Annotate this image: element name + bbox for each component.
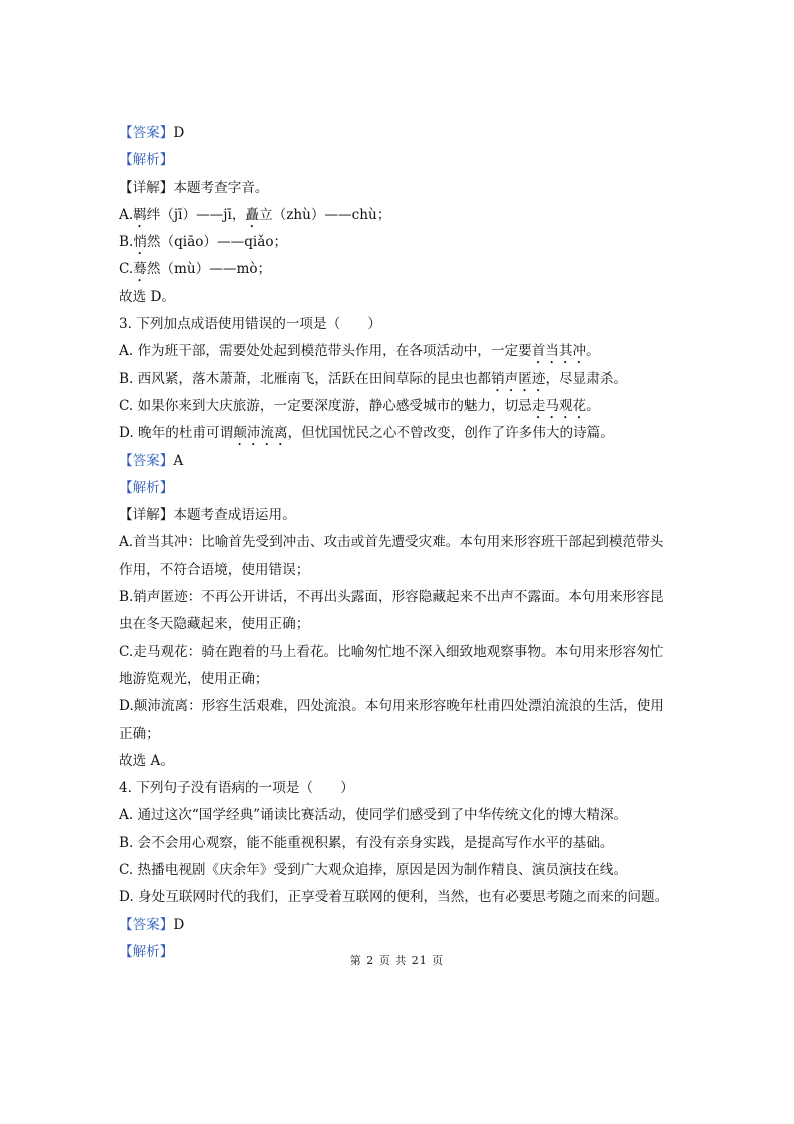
answer-tag: 【答案】 (119, 452, 174, 469)
option-b: B. 西风紧，落木萧萧，北雁南飞，活跃在田间草际的昆虫也都销声匿迹，尽显肃杀。 (119, 370, 628, 387)
answer-tag: 【答案】 (119, 125, 174, 141)
option-d: D. 身处互联网时代的我们，正享受着互联网的便利，当然，也有必要思考随之而来的问题。 (119, 889, 669, 906)
dotted-char: 羁 (133, 206, 147, 223)
pronunciation-item-b: B.悄然（qiāo）——qiǎo； (119, 234, 288, 251)
explanation-line: 地游览观光，使用正确； (119, 670, 269, 687)
pronunciation-item-c: C.蓦然（mù）——mò； (119, 261, 272, 278)
explanation-line: C.走马观花：骑在跑着的马上看花。比喻匆忙地不深入细致地观察事物。本句用来形容匆忙 (119, 643, 664, 660)
dotted-char: 矗 (245, 206, 260, 223)
explanation-line: A.首当其冲：比喻首先受到冲击、攻击或首先遭受灾难。本句用来形容班干部起到模范带头 (119, 534, 664, 551)
detail-line-q2 (119, 175, 679, 202)
option-c: C. 如果你来到大庆旅游，一定要深度游，静心感受城市的魅力，切忌走马观花。 (119, 397, 600, 414)
question-stem-4: 4. 下列句子没有语病的一项是（ ） (119, 780, 354, 797)
answer-tag: 【答案】 (119, 916, 174, 933)
dotted-idiom: 首当其冲 (531, 343, 587, 360)
analysis-line-q2 (119, 147, 679, 174)
option-a: A. 通过这次“国学经典”诵读比赛活动，使同学们感受到了中华传统文化的博大精深。 (119, 807, 628, 824)
detail-tag: 【详解】 (119, 179, 174, 196)
detail-text: 本题考查成语运用。 (173, 507, 296, 524)
analysis-tag: 【解析】 (119, 152, 174, 169)
answer-value: D (173, 916, 185, 933)
answer-value: D (173, 125, 185, 141)
detail-text: 本题考查字音。 (173, 179, 269, 196)
dotted-idiom: 走马观花 (531, 397, 587, 414)
answer-line-q2 (119, 120, 679, 147)
analysis-line-q3 (119, 475, 679, 502)
dotted-char: 悄 (133, 234, 147, 251)
analysis-tag: 【解析】 (119, 479, 174, 496)
answer-line-q4 (119, 912, 679, 939)
option-c: C. 热播电视剧《庆余年》受到广大观众追捧，原因是因为制作精良、演员演技在线。 (119, 862, 627, 879)
answer-line-q3 (119, 448, 679, 475)
option-b: B. 会不会用心观察，能不能重视积累，有没有亲身实践，是提高写作水平的基础。 (119, 834, 614, 851)
explanation-line: D.颠沛流离：形容生活艰难，四处流浪。本句用来形容晚年杜甫四处漂泊流浪的生活，使用 (119, 698, 664, 715)
pronunciation-item-a: A.羁绊（jī）——jī，矗立（zhù）——chù； (119, 206, 391, 223)
option-d: D. 晚年的杜甫可谓颠沛流离，但忧国忧民之心不曾改变，创作了许多伟大的诗篇。 (119, 425, 614, 442)
detail-line-q3 (119, 502, 679, 529)
analysis-tag: 【解析】 (119, 943, 174, 960)
page-content (119, 120, 679, 966)
conclusion-q3: 故选 A。 (119, 752, 174, 769)
explanation-line: 正确； (119, 725, 160, 742)
explanation-line: 虫在冬天隐藏起来，使用正确； (119, 616, 310, 633)
explanation-line: 作用，不符合语境，使用错误； (119, 561, 310, 578)
question-stem-3: 3. 下列加点成语使用错误的一项是（ ） (119, 316, 381, 333)
dotted-char: 蓦 (133, 261, 147, 278)
explanation-line: B.销声匿迹：不再公开讲话，不再出头露面，形容隐藏起来不出声不露面。本句用来形容昆 (119, 589, 664, 606)
option-a: A. 作为班干部，需要处处起到模范带头作用，在各项活动中，一定要首当其冲。 (119, 343, 600, 360)
dotted-idiom: 销声匿迹 (491, 370, 546, 387)
detail-tag: 【详解】 (119, 507, 174, 524)
page-footer: 第 2 页 共 21 页 (349, 954, 445, 967)
answer-value: A (173, 452, 184, 469)
dotted-idiom: 颠沛流离 (233, 425, 288, 442)
conclusion-q2: 故选 D。 (119, 288, 176, 305)
